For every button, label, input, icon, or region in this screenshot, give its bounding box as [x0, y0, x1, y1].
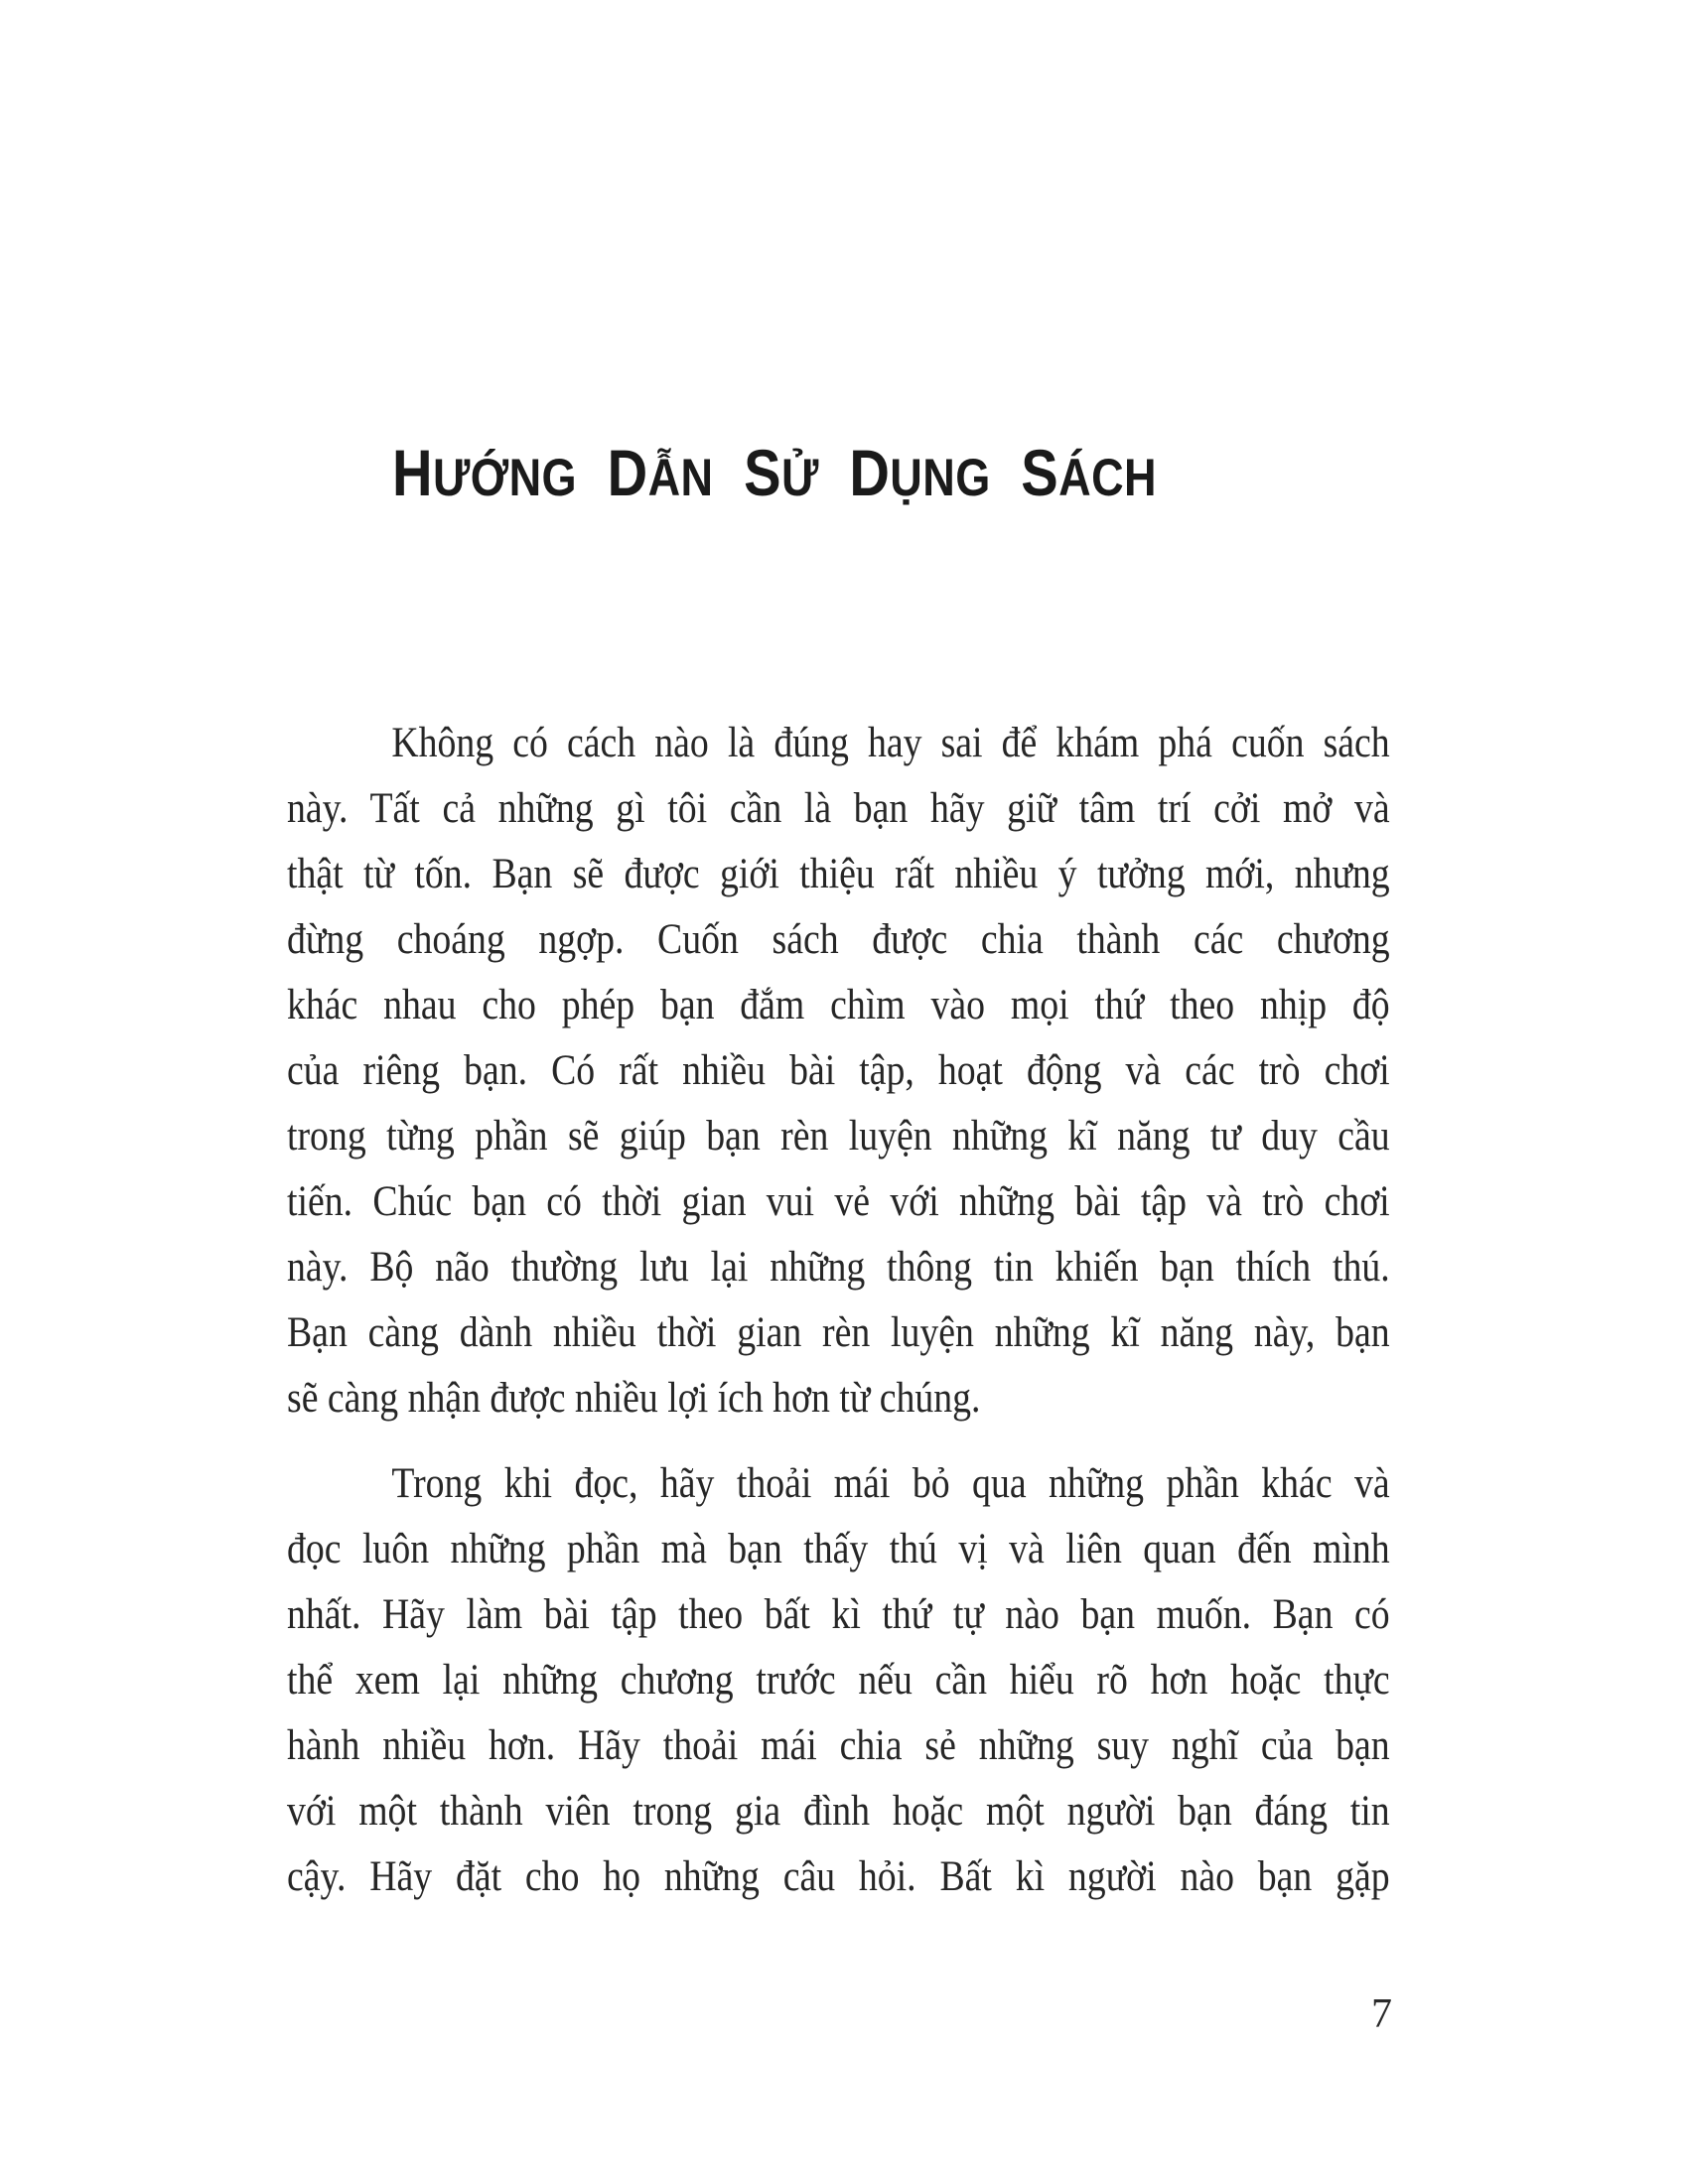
title-word-initial: S: [744, 436, 781, 509]
text-line: thật từ tốn. Bạn sẽ được giới thiệu rất nhiều ý tưởng mới, nhưng: [287, 851, 1390, 897]
text-line: này. Tất cả những gì tôi cần là bạn hãy giữ tâm trí cởi mở và: [287, 785, 1390, 832]
text-line: Không có cách nào là đúng hay sai để khám phá cuốn sách: [391, 720, 1390, 766]
title-word-initial: S: [1021, 436, 1059, 509]
title-word-initial: D: [849, 436, 891, 509]
title-word: [608, 436, 714, 509]
title-word-rest: ỤNG: [890, 449, 991, 507]
text-line: này. Bộ não thường lưu lại những thông tin khiến bạn thích thú.: [287, 1244, 1390, 1291]
text-line: với một thành viên trong gia đình hoặc một người bạn đáng tin: [287, 1788, 1390, 1835]
title-word: [392, 436, 577, 509]
text-line: cậy. Hãy đặt cho họ những câu hỏi. Bất kì người nào bạn gặp: [287, 1853, 1390, 1900]
text-line: đừng choáng ngợp. Cuốn sách được chia thành các chương: [287, 916, 1390, 963]
title-word-initial: D: [607, 436, 648, 509]
paragraph-1: [287, 711, 1543, 1432]
title-word-rest: ÁCH: [1058, 449, 1158, 507]
page-number: 7: [1371, 1991, 1392, 2037]
text-line: của riêng bạn. Có rất nhiều bài tập, hoạt động và các trò chơi: [287, 1047, 1390, 1094]
title-word-initial: H: [392, 436, 433, 509]
text-line: thể xem lại những chương trước nếu cần hiểu rõ hơn hoặc thực: [287, 1657, 1390, 1704]
title-word: [1021, 436, 1157, 509]
title-word-rest: ƯỚNG: [432, 449, 578, 507]
paragraph-2: [287, 1451, 1543, 1910]
text-line: sẽ càng nhận được nhiều lợi ích hơn từ chúng.: [287, 1375, 981, 1422]
title-word: [744, 436, 819, 509]
text-line: nhất. Hãy làm bài tập theo bất kì thứ tự nào bạn muốn. Bạn có: [287, 1591, 1390, 1638]
text-line: khác nhau cho phép bạn đắm chìm vào mọi thứ theo nhịp độ: [287, 982, 1390, 1028]
title-word: [849, 436, 990, 509]
title-word-rest: Ử: [780, 449, 819, 507]
page-title: [392, 438, 1157, 513]
text-line: Trong khi đọc, hãy thoải mái bỏ qua những phần khác và: [391, 1460, 1390, 1507]
text-line: trong từng phần sẽ giúp bạn rèn luyện những kĩ năng tư duy cầu: [287, 1113, 1390, 1160]
text-line: Bạn càng dành nhiều thời gian rèn luyện những kĩ năng này, bạn: [287, 1309, 1390, 1356]
body-text: [287, 711, 1543, 1910]
text-line: đọc luôn những phần mà bạn thấy thú vị và liên quan đến mình: [287, 1526, 1390, 1572]
title-word-rest: ẪN: [647, 449, 714, 507]
text-line: hành nhiều hơn. Hãy thoải mái chia sẻ những suy nghĩ của bạn: [287, 1722, 1390, 1769]
text-line: tiến. Chúc bạn có thời gian vui vẻ với những bài tập và trò chơi: [287, 1178, 1390, 1225]
